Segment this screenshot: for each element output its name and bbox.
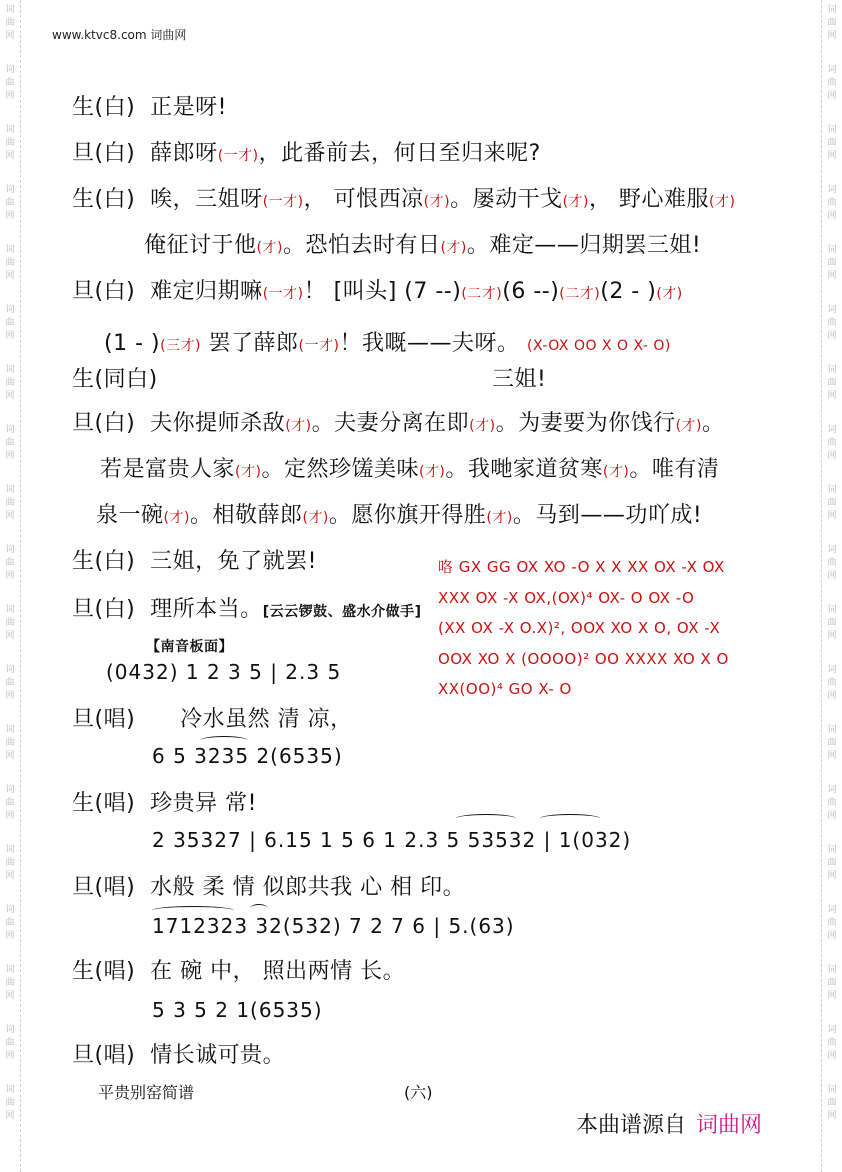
- dialogue-text: 三姐，免了就罢!: [150, 549, 317, 574]
- percussion-mark: (一才): [298, 338, 340, 354]
- role-label: 生(唱): [72, 791, 136, 816]
- site-url[interactable]: www.ktvc8.com 词曲网: [52, 28, 187, 42]
- percussion-mark: (三才): [160, 338, 202, 354]
- watermark-glyph: 词 曲 网: [827, 425, 837, 461]
- notation-line: 1712323 32(532) 7 2 7 6 | 5.(63): [152, 914, 515, 938]
- watermark-glyph: 词 曲 网: [5, 65, 15, 101]
- notation-line: 6 5 3235 2(6535): [152, 744, 343, 768]
- dialogue-text: 理所本当。: [150, 597, 263, 622]
- percussion-mark: (二才): [461, 286, 503, 302]
- role-label: 生(白): [72, 187, 136, 212]
- role-label: 旦(唱): [72, 707, 136, 732]
- dialogue-line: 生(白) 唉，三姐呀(一才)， 可恨西凉(才)。屡动干戈(才)， 野心难服(才): [72, 187, 736, 212]
- percussion-mark: (才): [418, 464, 446, 480]
- percussion-mark: (才): [486, 510, 513, 526]
- percussion-mark: (才): [440, 240, 467, 256]
- percussion-mark: (X-OX OO X O X- O): [526, 338, 671, 354]
- percussion-mark: (才): [423, 194, 451, 210]
- role-label: 旦(唱): [72, 875, 136, 900]
- watermark-glyph: 词 曲 网: [5, 125, 15, 161]
- dialogue-text: 三姐!: [492, 367, 547, 392]
- role-label: 生(白): [72, 549, 136, 574]
- role-label: 生(唱): [72, 959, 136, 984]
- watermark-glyph: 词 曲 网: [5, 1085, 15, 1121]
- slur: [456, 814, 516, 823]
- percussion-mark: (才): [709, 194, 736, 210]
- lyrics: 在 碗 中， 照出两情 长。: [150, 959, 406, 984]
- percussion-mark: (才): [562, 194, 590, 210]
- dialogue-line: 俺征讨于他(才)。恐怕去时有日(才)。难定——归期罢三姐!: [144, 233, 702, 258]
- stage-direction: [云云锣鼓、盛水介做手]: [262, 604, 422, 620]
- percussion-mark: (才): [163, 510, 190, 526]
- watermark-glyph: 词 曲 网: [827, 545, 837, 581]
- watermark-glyph: 词 曲 网: [5, 545, 15, 581]
- watermark-glyph: 词 曲 网: [5, 305, 15, 341]
- percussion-mark: (才): [256, 240, 283, 256]
- watermark-glyph: 词 曲 网: [827, 845, 837, 881]
- watermark-glyph: 词 曲 网: [827, 965, 837, 1001]
- notation-line: 5 3 5 2 1(6535): [152, 998, 323, 1022]
- percussion-row: (XX OX -X O.X)², OOX XO X O, OX -X: [438, 619, 721, 637]
- percussion-mark: (才): [302, 510, 329, 526]
- sung-line: [72, 786, 257, 817]
- role-label: 旦(白): [72, 279, 136, 304]
- percussion-mark: (才): [235, 464, 262, 480]
- page-number: (六): [404, 1083, 433, 1102]
- role-label: 旦(白): [72, 141, 136, 166]
- watermark-glyph: 词 曲 网: [827, 665, 837, 701]
- watermark-glyph: 词 曲 网: [5, 5, 15, 41]
- percussion-mark: (二才): [559, 286, 601, 302]
- slur: [152, 906, 234, 915]
- percussion-row: OOX XO X (OOOO)² OO XXXX XO X O: [438, 649, 729, 668]
- dialogue-line: [72, 362, 547, 393]
- percussion-mark: (才): [285, 418, 312, 434]
- percussion-mark: (才): [656, 286, 683, 302]
- slur: [540, 814, 600, 823]
- lyrics: 情长诚可贵。: [150, 1043, 286, 1068]
- watermark-glyph: 词 曲 网: [827, 725, 837, 761]
- dialogue-line: 旦(白) 夫你提师杀敌(才)。夫妻分离在即(才)。为妻要为你饯行(才)。: [72, 411, 725, 436]
- percussion-mark: (才): [602, 464, 630, 480]
- notation-line: 2 35327 | 6.15 1 5 6 1 2.3 5 53532 | 1(032): [152, 828, 632, 852]
- dialogue-line: 若是富贵人家(才)。定然珍馐美味(才)。我哋家道贫寒(才)。唯有清: [100, 457, 720, 482]
- dialogue-line: [72, 90, 227, 121]
- sung-line: [72, 954, 405, 985]
- percussion-mark: (一才): [262, 286, 304, 302]
- sung-line: [72, 702, 353, 733]
- sung-line: [72, 1038, 285, 1069]
- watermark-glyph: 词 曲 网: [5, 425, 15, 461]
- source-prefix: 本曲谱源自: [576, 1113, 687, 1138]
- role-label: 旦(白): [72, 597, 136, 622]
- watermark-glyph: 词 曲 网: [5, 365, 15, 401]
- watermark-glyph: 词 曲 网: [827, 1085, 837, 1121]
- section-label: 【南音板面】: [146, 639, 233, 655]
- dialogue-line: [72, 592, 421, 623]
- brand-link[interactable]: 词曲网: [696, 1113, 763, 1138]
- slur: [200, 736, 248, 745]
- sung-line: [72, 870, 465, 901]
- watermark-glyph: 词 曲 网: [5, 605, 15, 641]
- percussion-mark: (一才): [262, 194, 304, 210]
- watermark-glyph: 词 曲 网: [5, 785, 15, 821]
- watermark-glyph: 词 曲 网: [827, 1025, 837, 1061]
- lyrics: 珍贵异 常!: [150, 791, 257, 816]
- role-label: 生(同白): [72, 367, 158, 392]
- percussion-mark: (才): [469, 418, 496, 434]
- percussion-mark: (才): [675, 418, 703, 434]
- watermark-glyph: 词 曲 网: [827, 125, 837, 161]
- right-margin-watermark: [821, 0, 842, 1172]
- watermark-glyph: 词 曲 网: [5, 845, 15, 881]
- role-label: 旦(白): [72, 411, 136, 436]
- dialogue-line: 旦(白) 薛郎呀(一才)，此番前去，何日至归来呢?: [72, 141, 541, 166]
- left-margin-watermark: [0, 0, 21, 1172]
- lyrics: 冷水虽然 清 凉，: [180, 707, 353, 732]
- watermark-glyph: 词 曲 网: [827, 245, 837, 281]
- slur: [250, 904, 268, 913]
- percussion-row: XXX OX -X OX,(OX)⁴ OX- O OX -O: [438, 588, 695, 607]
- watermark-glyph: 词 曲 网: [827, 305, 837, 341]
- role-label: 旦(唱): [72, 1043, 136, 1068]
- percussion-mark: (一才): [217, 148, 259, 164]
- watermark-glyph: 词 曲 网: [827, 485, 837, 521]
- percussion-block: [438, 552, 778, 705]
- watermark-glyph: 词 曲 网: [827, 785, 837, 821]
- watermark-glyph: 词 曲 网: [5, 965, 15, 1001]
- watermark-glyph: 词 曲 网: [827, 365, 837, 401]
- watermark-glyph: 词 曲 网: [827, 905, 837, 941]
- watermark-glyph: 词 曲 网: [827, 185, 837, 221]
- dialogue-line: 旦(白) 难定归期嘛(一才)！ [叫头] (7 --)(二才)(6 --)(二才)(2 - )(才): [72, 279, 683, 304]
- watermark-glyph: 词 曲 网: [5, 1025, 15, 1061]
- score-title: 平贵别窑简谱: [98, 1083, 195, 1102]
- watermark-glyph: 词 曲 网: [5, 485, 15, 521]
- percussion-row: XX(OO)⁴ GO X- O: [438, 680, 572, 698]
- watermark-glyph: 词 曲 网: [5, 725, 15, 761]
- percussion-row: 咯 GX GG OX XO -O X X XX OX -X OX: [438, 558, 725, 576]
- dialogue-text: 正是呀!: [150, 95, 227, 120]
- watermark-glyph: 词 曲 网: [5, 905, 15, 941]
- dialogue-line: 泉一碗(才)。相敬薛郎(才)。愿你旗开得胜(才)。马到——功吖成!: [96, 503, 703, 528]
- dialogue-line: [72, 544, 317, 575]
- watermark-glyph: 词 曲 网: [827, 5, 837, 41]
- source-credit: [576, 1108, 762, 1139]
- watermark-glyph: 词 曲 网: [5, 665, 15, 701]
- notation-line: (0432) 1 2 3 5 | 2.3 5: [106, 660, 342, 684]
- watermark-glyph: 词 曲 网: [827, 65, 837, 101]
- role-label: 生(白): [72, 95, 136, 120]
- lyrics: 水般 柔 情 似郎共我 心 相 印。: [150, 875, 466, 900]
- watermark-glyph: 词 曲 网: [5, 245, 15, 281]
- dialogue-line: (1 - )(三才) 罢了薛郎(一才)！我嘅——夫呀。 (X-OX OO X O X- O): [104, 331, 671, 356]
- watermark-glyph: 词 曲 网: [827, 605, 837, 641]
- watermark-glyph: 词 曲 网: [5, 185, 15, 221]
